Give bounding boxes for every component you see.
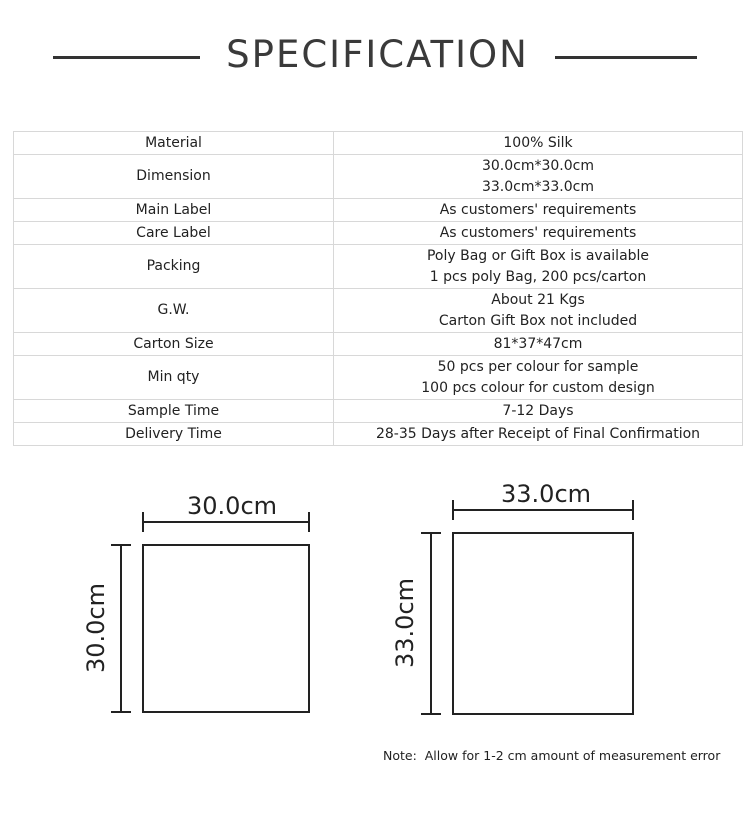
row-label: Care Label — [14, 222, 334, 245]
specification-table — [13, 131, 743, 446]
row-value: 100% Silk — [334, 132, 743, 155]
row-value: 30.0cm*30.0cm 33.0cm*33.0cm — [334, 155, 743, 199]
row-label: Min qty — [14, 356, 334, 400]
row-value: 50 pcs per colour for sample 100 pcs colour for custom design — [334, 356, 743, 400]
row-value: As customers' requirements — [334, 222, 743, 245]
large-width-label: 33.0cm — [501, 480, 592, 508]
table-row-material — [14, 132, 743, 155]
row-label: Carton Size — [14, 333, 334, 356]
page-title: SPECIFICATION — [226, 33, 529, 76]
table-row-carton-size — [14, 333, 743, 356]
row-value: Poly Bag or Gift Box is available 1 pcs poly Bag, 200 pcs/carton — [334, 245, 743, 289]
title-rule-left — [53, 56, 200, 59]
row-value: 81*37*47cm — [334, 333, 743, 356]
row-label: Main Label — [14, 199, 334, 222]
title-rule-right — [555, 56, 697, 59]
row-label: Dimension — [14, 155, 334, 199]
row-value: 7-12 Days — [334, 400, 743, 423]
large-height-label: 33.0cm — [391, 577, 419, 668]
row-label: Sample Time — [14, 400, 334, 423]
row-value: About 21 Kgs Carton Gift Box not included — [334, 289, 743, 333]
table-row-delivery-time — [14, 423, 743, 446]
table-row-min-qty — [14, 356, 743, 400]
table-row-dimension — [14, 155, 743, 199]
row-value: As customers' requirements — [334, 199, 743, 222]
small-height-label: 30.0cm — [82, 582, 110, 673]
row-label: G.W. — [14, 289, 334, 333]
measurement-note: Note: Allow for 1-2 cm amount of measurement error — [383, 748, 721, 763]
row-value: 28-35 Days after Receipt of Final Confirmation — [334, 423, 743, 446]
table-row-gw — [14, 289, 743, 333]
row-label: Delivery Time — [14, 423, 334, 446]
row-label: Packing — [14, 245, 334, 289]
small-width-label: 30.0cm — [187, 492, 278, 520]
table-row-care-label — [14, 222, 743, 245]
table-row-main-label — [14, 199, 743, 222]
table-row-packing — [14, 245, 743, 289]
table-row-sample-time — [14, 400, 743, 423]
row-label: Material — [14, 132, 334, 155]
